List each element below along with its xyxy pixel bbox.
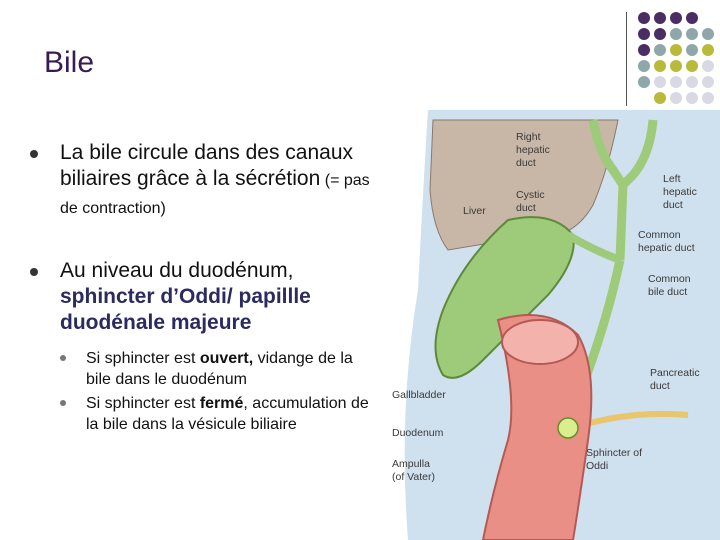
sub-bullet-text: Si sphincter est <box>86 350 200 367</box>
dot-grid-row-5 <box>638 76 714 88</box>
sub-bullet-open <box>60 348 380 390</box>
svg-text:hepatic duct: hepatic duct <box>638 242 695 254</box>
svg-text:hepatic: hepatic <box>663 186 697 198</box>
bullet-text: La bile circule dans des canaux biliaires grâce à la sécrétion <box>60 141 354 190</box>
common-hepatic-duct <box>620 185 623 260</box>
svg-text:Left: Left <box>663 173 681 185</box>
svg-text:duct: duct <box>516 202 536 214</box>
svg-text:duct: duct <box>650 380 670 392</box>
label-common-bile-duct <box>648 273 691 298</box>
dot-grid-row-1 <box>638 12 698 24</box>
sub-bullet-text: Si sphincter est <box>86 395 200 412</box>
bullet-dot <box>30 150 38 158</box>
sub-bullet-text: vidange de la bile dans le duodénum <box>86 350 353 388</box>
svg-text:duct: duct <box>663 199 683 211</box>
sub-bullet-list <box>60 348 380 438</box>
svg-text:Ampulla: Ampulla <box>392 458 430 470</box>
svg-text:bile duct: bile duct <box>648 286 688 298</box>
sub-bullet-text: , accumulation de la bile dans la vésicule biliaire <box>86 395 369 433</box>
sphincter-of-oddi <box>558 418 578 438</box>
svg-text:Right: Right <box>516 131 541 143</box>
label-duodenum: Duodenum <box>392 427 444 439</box>
bullet-row <box>30 140 390 222</box>
bullet-duodenum <box>30 258 390 336</box>
bullet-bile-circulation <box>30 140 390 222</box>
svg-text:hepatic: hepatic <box>516 144 550 156</box>
slide-title: Bile <box>44 46 95 79</box>
label-ampulla <box>392 458 435 483</box>
dot-grid-row-4 <box>638 60 714 72</box>
sub-bullet-dot <box>60 400 66 406</box>
sub-bullet-bold: fermé <box>199 395 244 412</box>
svg-text:Sphincter of: Sphincter of <box>586 447 643 459</box>
dot-grid-row-2 <box>638 28 714 40</box>
svg-text:(of Vater): (of Vater) <box>392 471 435 483</box>
label-gallbladder: Gallbladder <box>392 389 446 401</box>
bullet-note: (= pas de contraction) <box>60 172 370 217</box>
sub-bullet-bold: ouvert, <box>199 350 254 367</box>
sub-bullet-closed <box>60 393 380 435</box>
dot-grid-row-6 <box>654 92 714 104</box>
svg-text:duct: duct <box>516 157 536 169</box>
sub-bullet-dot <box>60 355 66 361</box>
svg-text:Common: Common <box>638 229 681 241</box>
decorative-vertical-line <box>626 12 627 106</box>
duodenal-lumen <box>502 320 578 364</box>
bullet-text: Au niveau du duodénum, <box>60 259 294 282</box>
bullet-emphasis: sphincter d’Oddi/ papillle duodénale majeure <box>60 285 311 334</box>
biliary-anatomy-diagram <box>388 110 720 540</box>
bullet-dot <box>30 268 38 276</box>
svg-text:Pancreatic: Pancreatic <box>650 367 700 379</box>
svg-text:Common: Common <box>648 273 691 285</box>
decorative-dot-grid <box>636 10 716 106</box>
label-liver: Liver <box>463 205 486 217</box>
bullet-row <box>30 258 390 336</box>
dot-grid-row-3 <box>638 44 714 56</box>
svg-text:Cystic: Cystic <box>516 189 545 201</box>
svg-text:Oddi: Oddi <box>586 460 609 472</box>
